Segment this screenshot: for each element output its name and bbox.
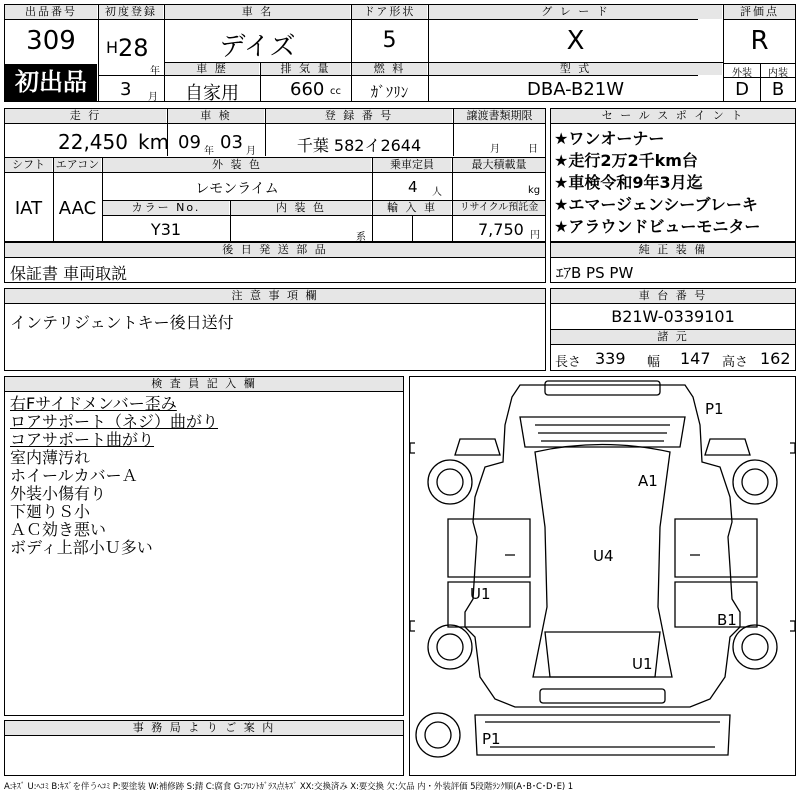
inspection-label: 車 検 (168, 109, 264, 123)
height-label: 高さ (722, 355, 749, 370)
score: R (750, 26, 769, 56)
color-no: Y31 (150, 220, 182, 239)
first-reg-label: 初度登録 (99, 5, 163, 19)
chassis-label: 車 台 番 号 (551, 289, 795, 303)
dims-label: 諸 元 (551, 330, 795, 344)
displacement-unit: cc (330, 86, 341, 97)
sales-point: ★走行2万2千km台 (554, 151, 698, 170)
year-unit: 年 (150, 66, 160, 77)
first-listing-badge: 初出品 (5, 64, 97, 101)
length: 339 (595, 349, 626, 368)
exterior-grade: D (735, 79, 749, 100)
ext-color-label: 外 装 色 (103, 158, 371, 172)
recycle-unit: 円 (530, 230, 540, 241)
displacement: 660 (290, 79, 325, 100)
vehicle-info-section (4, 108, 546, 242)
lot-no-label: 出品番号 (5, 5, 97, 19)
chassis-number: B21W-0339101 (611, 307, 735, 326)
damage-mark: P1 (705, 400, 724, 418)
exterior-label: 外装 (732, 68, 752, 79)
capacity: 4 (408, 178, 418, 196)
sales-point: ★アラウンドビューモニター (554, 217, 761, 236)
mileage-label: 走 行 (5, 109, 166, 123)
inspection-month-unit: 月 (246, 146, 256, 157)
inspector-item: ホイールカバーＡ (10, 466, 138, 485)
car-name: デイズ (219, 32, 296, 62)
aircon-label: エアコン (55, 158, 100, 171)
shift-label: シフト (5, 158, 52, 172)
fuel-label: 燃 料 (352, 63, 427, 75)
reg-year: 28 (118, 34, 149, 62)
notes: インテリジェントキー後日送付 (10, 313, 234, 332)
sales-point: ★ワンオーナー (554, 129, 665, 148)
recycle-fee: 7,750 (478, 220, 524, 239)
model-label: 型 式 (429, 63, 722, 75)
notes-label: 注 意 事 項 欄 (5, 289, 545, 303)
inspector-item: 外装小傷有り (10, 484, 107, 503)
damage-mark: U4 (593, 547, 614, 565)
transfer-month-unit: 月 (490, 144, 500, 155)
sales-points-list (554, 128, 760, 238)
history: 自家用 (185, 83, 239, 104)
car-name-label: 車 名 (165, 5, 350, 19)
mileage-unit: km (138, 130, 170, 154)
shift: IAT (14, 198, 43, 219)
damage-mark: B1 (717, 611, 737, 629)
office-label: 事 務 局 よ り ご 案 内 (5, 721, 403, 735)
damage-mark: A1 (638, 472, 658, 490)
inspection-month: 03 (220, 132, 243, 153)
interior-label: 内装 (768, 68, 788, 79)
sales-point: ★車検令和9年3月迄 (554, 173, 703, 192)
later-parts: 保証書 車両取説 (10, 264, 128, 283)
inspector-item: ボディ上部小Ｕ多い (10, 538, 153, 557)
width-label: 幅 (647, 355, 661, 370)
month-unit: 月 (148, 92, 158, 103)
car-diagram (410, 377, 795, 775)
inspector-list (10, 395, 218, 557)
score-label: 評価点 (724, 5, 795, 19)
damage-mark: U1 (470, 585, 491, 603)
int-color-label: 内 装 色 (231, 201, 371, 215)
inspector-label: 検 査 員 記 入 欄 (5, 377, 403, 391)
mileage: 22,450 (58, 130, 128, 154)
later-parts-label: 後 日 発 送 部 品 (5, 243, 545, 257)
inspector-item: ＡＣ効き悪い (10, 520, 107, 539)
inspector-item: 右Fサイドメンバー歪み (10, 394, 177, 413)
length-label: 長さ (555, 355, 582, 370)
fuel: ｶﾞｿﾘﾝ (370, 83, 409, 101)
lot-number: 309 (26, 26, 76, 56)
equipment-label: 純 正 装 備 (551, 243, 795, 257)
transfer-label: 譲渡書類期限 (454, 109, 545, 123)
inspector-item: 室内薄汚れ (10, 448, 91, 467)
inspector-item: ロアサポート（ネジ）曲がり (10, 412, 219, 431)
era: H (106, 38, 119, 57)
grade-label: グ レ ー ド (429, 5, 722, 19)
grade: X (566, 26, 585, 56)
door-label: ドア形状 (352, 5, 427, 19)
model: DBA-B21W (526, 79, 625, 100)
ext-color: レモンライム (195, 181, 279, 197)
damage-mark: U1 (632, 655, 653, 673)
history-label: 車 歴 (165, 63, 259, 75)
equipment: ｴｱB PS PW (556, 264, 634, 282)
max-load-label: 最大積載量 (453, 158, 545, 172)
inspection-year: 09 (178, 132, 201, 153)
reg-month: 3 (120, 79, 132, 100)
door-type: 5 (382, 28, 397, 53)
legend: A:ｷｽﾞ U:ﾍｺﾐ B:ｷｽﾞを伴うﾍｺﾐ P:要塗装 W:補修跡 S:錆 C:腐食 G:ﾌﾛﾝﾄｶﾞﾗｽ点ｷｽﾞ XX:交換済み X:要交換 欠:欠品 内・外装評価 5段階ﾗﾝｸ順(A･B･C･D･E) 1 (4, 782, 574, 792)
damage-mark: P1 (482, 730, 501, 748)
inspection-year-unit: 年 (204, 146, 214, 157)
recycle-label: リサイクル預託金 (453, 201, 545, 215)
capacity-label: 乗車定員 (373, 158, 451, 172)
int-color-unit: 系 (356, 232, 366, 243)
import-label: 輸 入 車 (373, 201, 451, 215)
plate-number: 千葉 582イ2644 (296, 136, 422, 155)
aircon: AAC (58, 198, 97, 219)
sales-points-label: セ ー ル ス ポ イ ン ト (551, 109, 795, 123)
inspector-item: 下廻りＳ小 (10, 502, 91, 521)
inspector-item: コアサポート曲がり (10, 430, 155, 449)
sales-point: ★エマージェンシーブレーキ (554, 195, 758, 214)
width: 147 (680, 349, 711, 368)
displacement-label: 排 気 量 (261, 63, 350, 75)
max-load-unit: kg (528, 185, 541, 196)
height: 162 (760, 349, 791, 368)
color-no-label: カラー No. (103, 201, 229, 215)
plate-label: 登 録 番 号 (266, 109, 452, 123)
transfer-day-unit: 日 (528, 144, 538, 155)
capacity-unit: 人 (432, 187, 442, 198)
interior-grade: B (771, 79, 785, 100)
